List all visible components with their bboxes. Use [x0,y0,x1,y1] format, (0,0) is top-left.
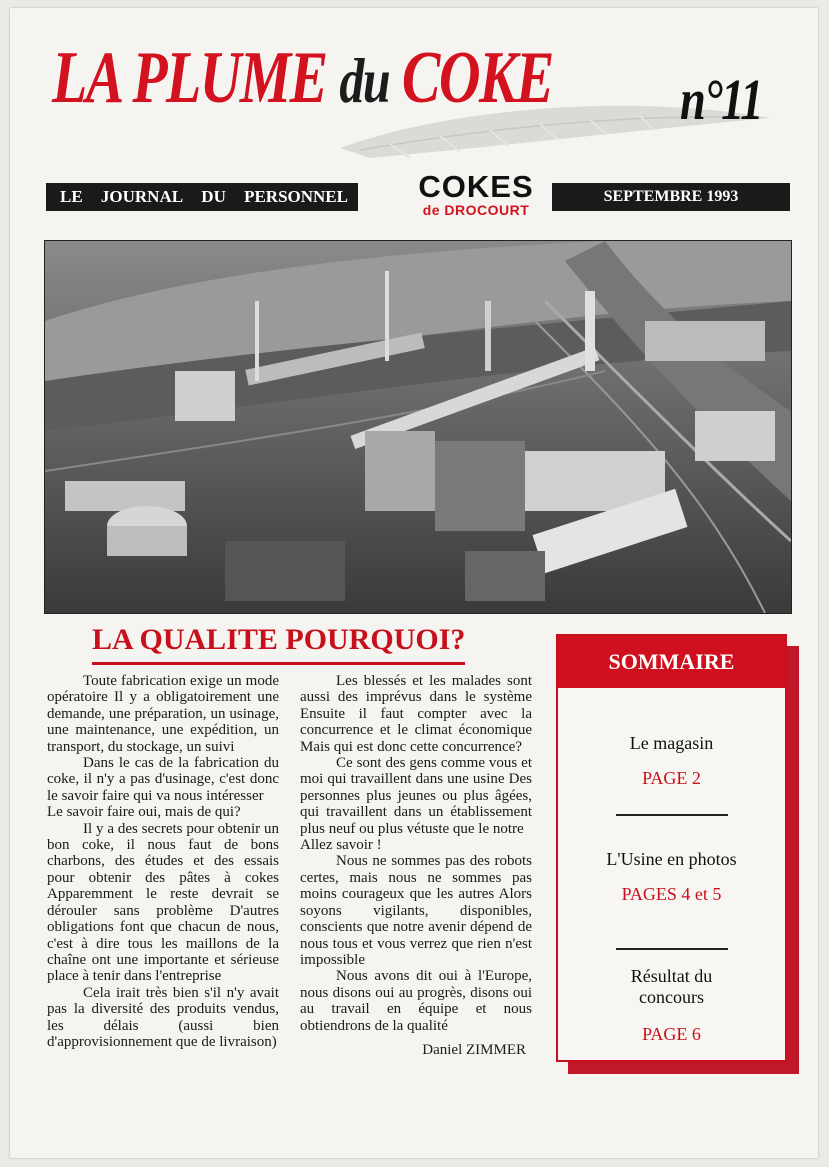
paragraph: Nous ne sommes pas des robots certes, mais nous ne sommes pas moins courageux que les autres Alors soyons vigilants, disponibles, conscients que notre avenir dépend de nous tous et vous verrez que rien n'est impossible [300,853,532,968]
sommaire-box [556,634,787,1062]
sommaire-item-page: PAGE 2 [642,768,701,788]
paragraph: Allez savoir ! [300,837,382,854]
article-column-1 [47,673,279,1050]
banner-word: LE [60,187,83,206]
paragraph: Il y a des secrets pour obtenir un bon coke, il nous faut de bons charbons, des études et des essais pour obtenir des pâtes à cokes Apparemment le reste devrait se dérouler sans problème D'autres obligations font que chacun de nous, c'est à dire tous les maillons de la chaîne ont une importante et sérieuse place à tenir dans l'entreprise [47,820,279,985]
issue-number: n°11 [680,67,762,132]
sommaire-divider [616,814,728,816]
banner-word: PERSONNEL [244,187,348,206]
cokes-logo [408,169,544,218]
sommaire-item-page: PAGES 4 et 5 [621,884,722,904]
sommaire-item-label: L'Usine en photos [606,849,737,869]
sommaire-title: SOMMAIRE [558,636,785,688]
logo-sub-text: de DROCOURT [422,202,530,218]
paragraph: Cela irait très bien s'il n'y avait pas la diversité des produits vendus, les délais (aussi bien d'approvisionnement que de livraison) [47,984,279,1050]
masthead-du: du [339,45,390,116]
paragraph: Nous avons dit oui à l'Europe, nous disons oui au progrès, disons oui au travail en équipe et nous obtiendrons de la qualité [300,968,532,1034]
banner-left [46,183,358,211]
article-headline: LA QUALITE POURQUOI? [92,620,465,665]
sommaire-item [558,849,785,905]
banner-word: JOURNAL [100,187,184,206]
banner-word: DU [201,187,226,206]
paragraph: Les blessés et les malades sont aussi des imprévus dans le système Ensuite il faut compter avec la concurrence et le climat économique Mais qui est donc cette concurrence? [300,673,532,755]
aerial-factory-photo [44,240,792,614]
masthead-coke: COKE [389,37,553,119]
paragraph: Toute fabrication exige un mode opératoire Il y a obligatoirement une demande, une préparation, un usinage, une maintenance, une expédition, un transport, du stockage, un suivi [47,673,279,755]
sommaire-item-label: Le magasin [629,733,714,753]
logo-main-text: COKES [418,169,534,204]
sommaire-item-label: Résultat du concours [630,966,713,1007]
paragraph: Le savoir faire oui, mais de qui? [47,804,241,821]
banner-date: SEPTEMBRE 1993 [552,183,790,211]
masthead-la-plume: LA PLUME [52,37,340,119]
sommaire-item [558,966,785,1045]
sommaire-item [558,733,785,789]
paragraph: Dans le cas de la fabrication du coke, il n'y a pas d'usinage, c'est donc le savoir faire qui va nous intéresser [47,755,279,804]
sommaire-item-page: PAGE 6 [642,1024,701,1044]
article-column-2 [300,673,532,1058]
paragraph: Ce sont des gens comme vous et moi qui travaillent dans une usine Des personnes plus jeunes ou plus âgées, qui travaillent dans un établissement plus neuf ou plus vétuste que le notre [300,755,532,837]
article-signature: Daniel ZIMMER [422,1041,526,1058]
masthead-title [52,38,553,121]
sommaire-divider [616,948,728,950]
